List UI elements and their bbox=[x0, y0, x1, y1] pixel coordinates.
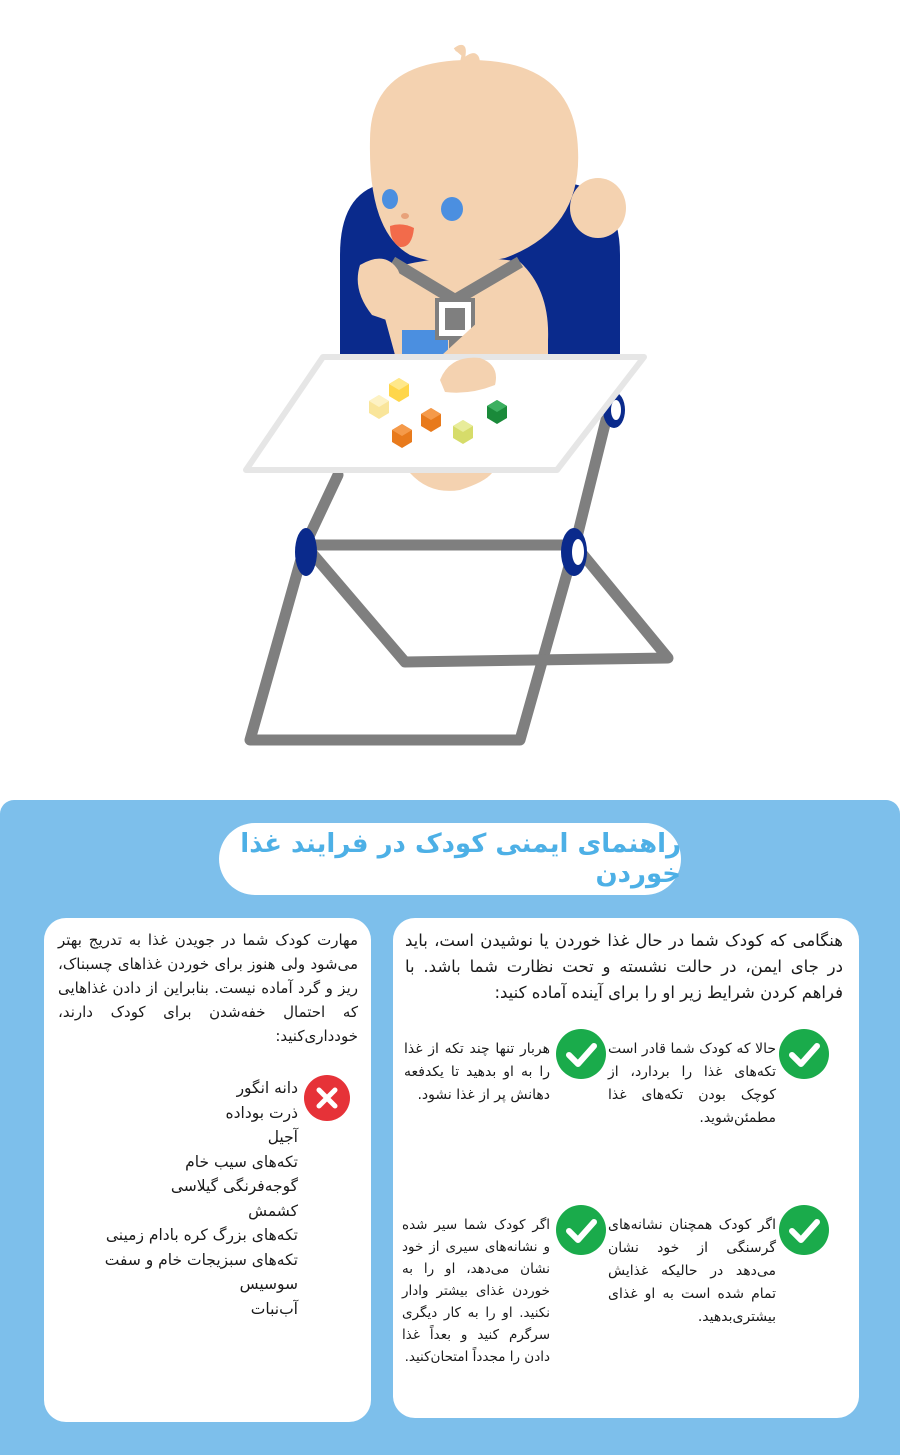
tip-hunger-signs: اگر کودک همچنان نشانه‌های گرسنگی از خود نشان می‌دهد در حالیکه غذایش تمام شده است به او غذای بیشتری‌بدهید. bbox=[608, 1217, 776, 1325]
tip-fullness-signs: اگر کودک شما سیر شده و نشانه‌های سیری از خود نشان می‌دهد، او را به خوردن غذای بیشتر وادار نکنید. او را به کار دیگری سرگرم کنید و بعداً غذا دادن را مجدداً امتحان‌کنید. bbox=[402, 1217, 550, 1365]
list-item: تکه‌های بزرگ کره بادام زمینی bbox=[105, 1226, 298, 1244]
x-circle-icon bbox=[303, 1074, 351, 1122]
avoid-foods-list bbox=[70, 1076, 298, 1321]
list-item: سوسیس bbox=[239, 1275, 298, 1293]
check-circle-icon bbox=[778, 1204, 830, 1256]
list-item: گوجه‌فرنگی گیلاسی bbox=[170, 1177, 298, 1195]
tip-few-pieces: هربار تنها چند تکه از غذا را به او بدهید تا یکدفعه دهانش پر از غذا نشود. bbox=[404, 1041, 550, 1103]
left-hinge bbox=[295, 528, 317, 576]
list-item: آجیل bbox=[267, 1128, 298, 1146]
check-circle-icon bbox=[778, 1028, 830, 1080]
title-banner bbox=[219, 823, 681, 895]
list-item: آب‌نبات bbox=[250, 1299, 298, 1318]
baby-eye-right bbox=[441, 197, 463, 221]
baby-eye-left bbox=[382, 189, 398, 209]
list-item: کشمش bbox=[248, 1201, 298, 1220]
list-item: تکه‌های سیب خام bbox=[185, 1152, 298, 1171]
page-title: راهنمای ایمنی کودک در فرایند غذا خوردن bbox=[240, 829, 681, 889]
list-item: دانه انگور bbox=[236, 1079, 298, 1097]
list-item: تکه‌های سبزیجات خام و سفت bbox=[104, 1250, 298, 1269]
choking-intro: مهارت کودک شما در جویدن غذا به تدریج بهتر می‌شود ولی هنوز برای خوردن غذاهای چسبناک، ریز و گرد آماده نیست. بنابراین از دادن غذاهایی که احتمال خفه‌شدن برای کودک دارند، خودداری‌کنید: bbox=[58, 931, 358, 1045]
check-circle-icon bbox=[555, 1028, 607, 1080]
check-circle-icon bbox=[555, 1204, 607, 1256]
tip-small-pieces: حالا که کودک شما قادر است تکه‌های غذا را بردارد، از کوچک بودن تکه‌های غذا مطمئن‌شوید. bbox=[608, 1041, 776, 1126]
list-item: ذرت بوداده bbox=[225, 1103, 298, 1122]
baby-head bbox=[370, 47, 626, 263]
supervision-intro: هنگامی که کودک شما در حال غذا خوردن یا نوشیدن است، باید در جای ایمن، در حالت نشسته و تحت نظارت شما باشد. با فراهم کردن شرایط زیر او را برای آینده آماده کنید: bbox=[405, 931, 843, 1002]
